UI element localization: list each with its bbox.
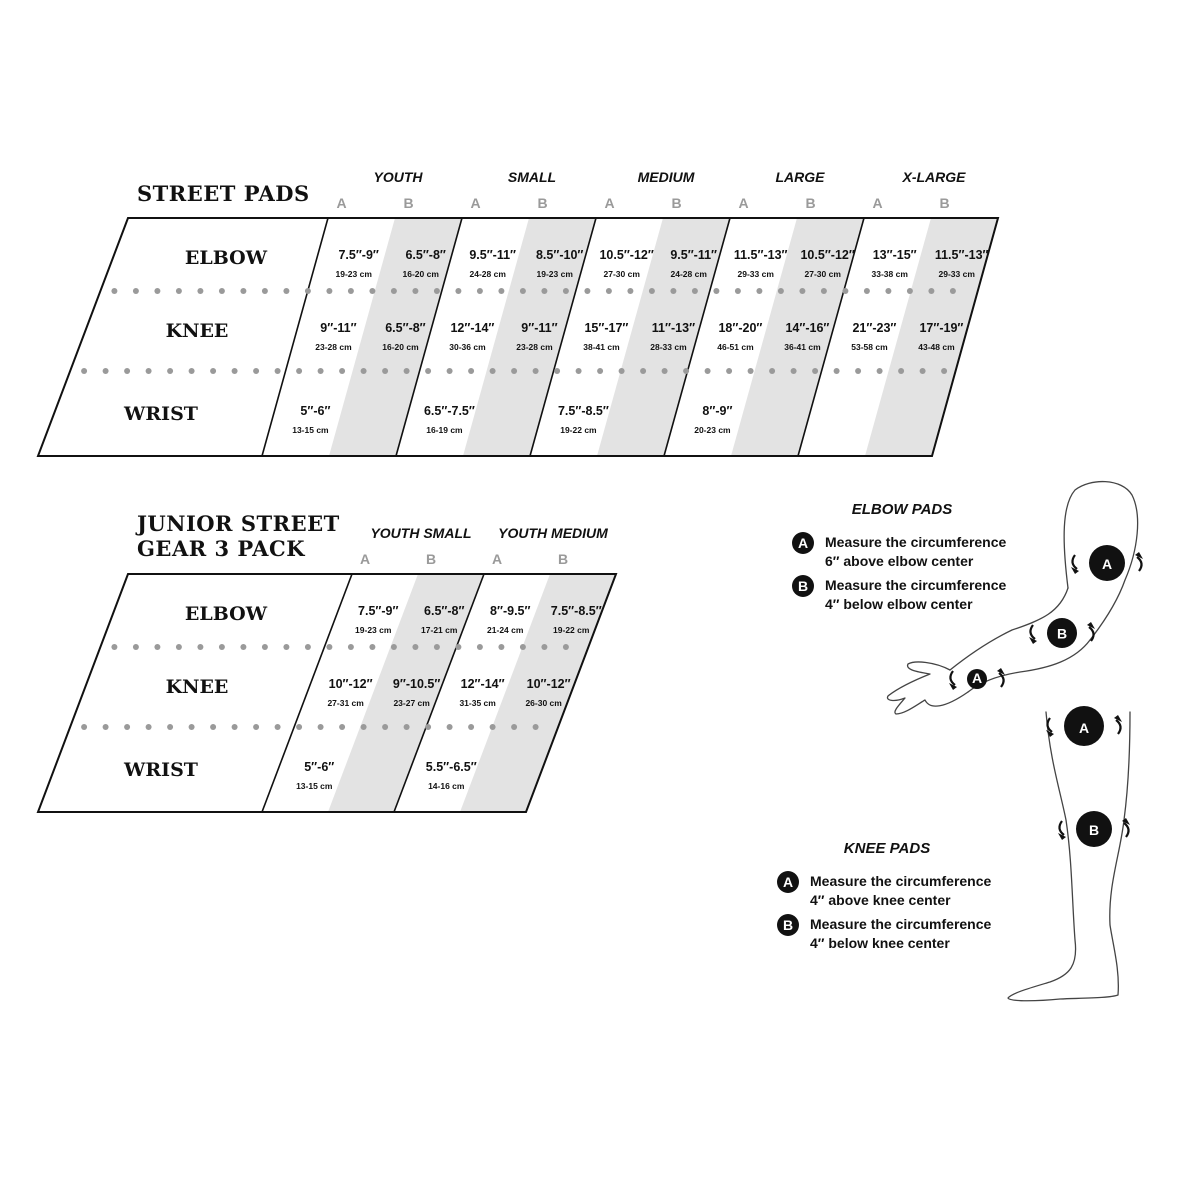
row-separator-dot	[318, 724, 324, 730]
rotate-arrow-icon	[1137, 557, 1142, 571]
row-separator-dot	[219, 644, 225, 650]
guide-line: 4″ below elbow center	[825, 596, 973, 612]
cell-inches: 11.5″-13″	[733, 248, 788, 262]
sub-header-b: B	[671, 195, 682, 211]
row-separator-dot	[326, 288, 332, 294]
cell-cm: 19-22 cm	[560, 425, 597, 435]
cell-cm: 19-23 cm	[335, 269, 372, 279]
row-separator-dot	[842, 288, 848, 294]
cell-cm: 17-21 cm	[421, 625, 458, 635]
cell-inches: 9″-11″	[320, 321, 357, 335]
row-separator-dot	[124, 724, 130, 730]
row-separator-dot	[563, 644, 569, 650]
cell-inches: 13″-15″	[872, 248, 917, 262]
sub-header-b: B	[403, 195, 414, 211]
row-separator-dot	[412, 288, 418, 294]
cell-cm: 33-38 cm	[871, 269, 908, 279]
cell-cm: 29-33 cm	[737, 269, 774, 279]
row-separator-dot	[296, 724, 302, 730]
cell-cm: 38-41 cm	[583, 342, 620, 352]
sub-header-a: A	[738, 195, 749, 211]
cell-inches: 9.5″-11″	[469, 248, 517, 262]
row-label: ELBOW	[184, 247, 268, 269]
row-separator-dot	[81, 368, 87, 374]
elbow-guide	[792, 501, 1007, 612]
row-separator-dot	[296, 368, 302, 374]
sub-header-a: A	[872, 195, 883, 211]
badge-letter: A	[782, 874, 794, 890]
row-separator-dot	[597, 368, 603, 374]
cell-cm: 16-20 cm	[382, 342, 419, 352]
row-separator-dot	[799, 288, 805, 294]
row-separator-dot	[81, 724, 87, 730]
street-pads-table	[38, 169, 998, 456]
row-separator-dot	[154, 288, 160, 294]
row-separator-dot	[305, 288, 311, 294]
row-separator-dot	[434, 288, 440, 294]
row-separator-dot	[649, 288, 655, 294]
row-separator-dot	[262, 288, 268, 294]
row-separator-dot	[111, 644, 117, 650]
cell-cm: 23-28 cm	[315, 342, 352, 352]
cell-inches: 8.5″-10″	[535, 248, 584, 262]
rotate-arrow-icon	[1089, 627, 1094, 641]
cell-cm: 14-16 cm	[428, 781, 465, 791]
cell-cm: 43-48 cm	[918, 342, 955, 352]
row-separator-dot	[425, 368, 431, 374]
row-separator-dot	[705, 368, 711, 374]
size-header: YOUTH MEDIUM	[498, 525, 608, 541]
row-separator-dot	[232, 724, 238, 730]
row-label: KNEE	[165, 676, 229, 698]
cell-inches: 21″-23″	[852, 321, 897, 335]
row-separator-dot	[197, 644, 203, 650]
size-header: YOUTH	[373, 169, 423, 185]
cell-inches: 11″-13″	[651, 321, 696, 335]
elbow-badge-a-icon	[1071, 545, 1143, 581]
cell-inches: 9.5″-11″	[670, 248, 718, 262]
row-separator-dot	[885, 288, 891, 294]
cell-inches: 9″-11″	[521, 321, 558, 335]
row-separator-dot	[253, 368, 259, 374]
size-header: YOUTH SMALL	[370, 525, 472, 541]
cell-cm: 46-51 cm	[717, 342, 754, 352]
row-separator-dot	[275, 724, 281, 730]
row-separator-dot	[361, 368, 367, 374]
cell-inches: 7.5″-9″	[358, 604, 399, 618]
cell-inches: 6.5″-8″	[405, 248, 446, 262]
badge-letter: B	[1056, 625, 1068, 642]
row-separator-dot	[189, 724, 195, 730]
cell-cm: 13-15 cm	[296, 781, 333, 791]
row-separator-dot	[283, 288, 289, 294]
row-separator-dot	[812, 368, 818, 374]
row-separator-dot	[864, 288, 870, 294]
cell-cm: 23-28 cm	[516, 342, 553, 352]
cell-cm: 28-33 cm	[650, 342, 687, 352]
cell-cm: 31-35 cm	[459, 698, 496, 708]
row-separator-dot	[619, 368, 625, 374]
sub-header-b: B	[805, 195, 816, 211]
cell-cm: 27-30 cm	[603, 269, 640, 279]
row-separator-dot	[920, 368, 926, 374]
row-separator-dot	[412, 644, 418, 650]
row-separator-dot	[210, 724, 216, 730]
row-separator-dot	[576, 368, 582, 374]
row-separator-dot	[692, 288, 698, 294]
row-separator-dot	[520, 644, 526, 650]
table-title: GEAR 3 PACK	[137, 536, 305, 561]
row-label: WRIST	[124, 403, 198, 425]
row-separator-dot	[167, 724, 173, 730]
cell-cm: 19-22 cm	[553, 625, 590, 635]
cell-inches: 10″-12″	[526, 677, 571, 691]
cell-inches: 5.5″-6.5″	[425, 760, 477, 774]
row-separator-dot	[447, 368, 453, 374]
size-header: X-LARGE	[902, 169, 966, 185]
row-separator-dot	[855, 368, 861, 374]
cell-inches: 8″-9″	[702, 404, 733, 418]
guide-line: 6″ above elbow center	[825, 553, 974, 569]
cell-inches: 7.5″-9″	[338, 248, 379, 262]
cell-inches: 18″-20″	[718, 321, 763, 335]
size-header: SMALL	[507, 169, 557, 185]
size-header: LARGE	[775, 169, 825, 185]
row-separator-dot	[541, 644, 547, 650]
row-separator-dot	[520, 288, 526, 294]
sub-header-b: B	[939, 195, 950, 211]
cell-inches: 10″-12″	[328, 677, 373, 691]
row-separator-dot	[498, 288, 504, 294]
row-separator-dot	[176, 644, 182, 650]
rotate-arrow-icon	[1030, 625, 1035, 639]
row-separator-dot	[404, 724, 410, 730]
row-separator-dot	[490, 724, 496, 730]
cell-cm: 21-24 cm	[487, 625, 524, 635]
row-separator-dot	[563, 288, 569, 294]
row-separator-dot	[670, 288, 676, 294]
badge-letter: A	[797, 535, 809, 551]
row-separator-dot	[382, 724, 388, 730]
row-separator-dot	[361, 724, 367, 730]
elbow-badge-b-icon	[1029, 618, 1095, 648]
row-separator-dot	[950, 288, 956, 294]
wrist-badge-a-icon	[949, 668, 1005, 690]
row-separator-dot	[103, 368, 109, 374]
row-separator-dot	[154, 644, 160, 650]
cell-cm: 16-19 cm	[426, 425, 463, 435]
row-separator-dot	[339, 724, 345, 730]
column-divider	[262, 218, 331, 456]
row-separator-dot	[391, 288, 397, 294]
table-title: STREET PADS	[137, 181, 310, 206]
row-separator-dot	[477, 644, 483, 650]
row-separator-dot	[425, 724, 431, 730]
row-separator-dot	[111, 288, 117, 294]
cell-inches: 6.5″-8″	[385, 321, 426, 335]
cell-cm: 30-36 cm	[449, 342, 486, 352]
row-separator-dot	[748, 368, 754, 374]
cell-inches: 11.5″-13″	[934, 248, 989, 262]
knee-guide	[777, 840, 992, 951]
row-separator-dot	[240, 288, 246, 294]
badge-letter: B	[1088, 822, 1100, 839]
cell-inches: 14″-16″	[785, 321, 830, 335]
row-separator-dot	[146, 724, 152, 730]
row-separator-dot	[167, 368, 173, 374]
row-separator-dot	[262, 644, 268, 650]
row-separator-dot	[726, 368, 732, 374]
row-separator-dot	[455, 644, 461, 650]
row-separator-dot	[834, 368, 840, 374]
row-label: WRIST	[124, 759, 198, 781]
row-separator-dot	[369, 644, 375, 650]
row-separator-dot	[498, 644, 504, 650]
column-divider	[262, 574, 352, 812]
row-separator-dot	[735, 288, 741, 294]
row-separator-dot	[928, 288, 934, 294]
row-separator-dot	[369, 288, 375, 294]
cell-cm: 26-30 cm	[525, 698, 562, 708]
row-separator-dot	[541, 288, 547, 294]
rotate-arrow-icon	[1072, 555, 1077, 569]
cell-cm: 13-15 cm	[292, 425, 329, 435]
guide-line: Measure the circumference	[825, 534, 1007, 550]
cell-inches: 12″-14″	[450, 321, 495, 335]
row-separator-dot	[318, 368, 324, 374]
row-separator-dot	[176, 288, 182, 294]
sub-header-b: B	[425, 551, 437, 567]
row-separator-dot	[554, 368, 560, 374]
row-separator-dot	[662, 368, 668, 374]
row-separator-dot	[511, 724, 517, 730]
table-title: JUNIOR STREET	[137, 511, 340, 536]
row-separator-dot	[253, 724, 259, 730]
row-separator-dot	[275, 368, 281, 374]
cell-inches: 5″-6″	[304, 760, 335, 774]
cell-inches: 17″-19″	[919, 321, 964, 335]
row-separator-dot	[103, 724, 109, 730]
row-separator-dot	[769, 368, 775, 374]
rotate-arrow-icon	[1124, 823, 1129, 837]
cell-cm: 24-28 cm	[670, 269, 707, 279]
row-separator-dot	[713, 288, 719, 294]
knee-badge-a-icon	[1046, 706, 1122, 746]
guide-line: 4″ above knee center	[810, 892, 951, 908]
row-separator-dot	[348, 644, 354, 650]
row-separator-dot	[197, 288, 203, 294]
guide-line: 4″ below knee center	[810, 935, 950, 951]
cell-cm: 16-20 cm	[402, 269, 439, 279]
leg-illustration	[1008, 712, 1130, 1001]
cell-inches: 6.5″-8″	[424, 604, 465, 618]
junior-gear-table	[38, 511, 616, 812]
row-separator-dot	[898, 368, 904, 374]
rotate-arrow-icon	[1059, 821, 1064, 835]
cell-inches: 8″-9.5″	[490, 604, 531, 618]
sub-header-a: A	[470, 195, 481, 211]
row-separator-dot	[133, 288, 139, 294]
cell-inches: 5″-6″	[300, 404, 331, 418]
row-separator-dot	[348, 288, 354, 294]
cell-cm: 19-23 cm	[536, 269, 573, 279]
row-separator-dot	[240, 644, 246, 650]
rotate-arrow-icon	[1116, 720, 1121, 734]
rotate-arrow-icon	[950, 671, 955, 685]
badge-letter: B	[782, 917, 794, 933]
cell-inches: 9″-10.5″	[392, 677, 441, 691]
row-separator-dot	[326, 644, 332, 650]
row-separator-dot	[941, 368, 947, 374]
guide-heading: ELBOW PADS	[851, 501, 953, 518]
row-separator-dot	[468, 368, 474, 374]
row-separator-dot	[468, 724, 474, 730]
row-separator-dot	[339, 368, 345, 374]
cell-cm: 27-30 cm	[804, 269, 841, 279]
row-separator-dot	[210, 368, 216, 374]
sub-header-b: B	[537, 195, 548, 211]
row-separator-dot	[455, 288, 461, 294]
badge-letter: A	[1078, 719, 1090, 736]
row-separator-dot	[791, 368, 797, 374]
cell-inches: 7.5″-8.5″	[557, 404, 609, 418]
row-separator-dot	[477, 288, 483, 294]
row-label: KNEE	[165, 320, 229, 342]
row-separator-dot	[382, 368, 388, 374]
sub-header-a: A	[491, 551, 503, 567]
row-separator-dot	[283, 644, 289, 650]
row-separator-dot	[124, 368, 130, 374]
row-separator-dot	[683, 368, 689, 374]
size-header: MEDIUM	[637, 169, 695, 185]
row-separator-dot	[533, 724, 539, 730]
cell-inches: 7.5″-8.5″	[550, 604, 602, 618]
row-separator-dot	[606, 288, 612, 294]
cell-inches: 6.5″-7.5″	[423, 404, 475, 418]
row-separator-dot	[391, 644, 397, 650]
sub-header-b: B	[557, 551, 569, 567]
row-separator-dot	[232, 368, 238, 374]
cell-cm: 53-58 cm	[851, 342, 888, 352]
row-separator-dot	[133, 644, 139, 650]
guide-line: Measure the circumference	[810, 916, 992, 932]
forearm-bottom-outline	[968, 640, 1090, 692]
row-label: ELBOW	[184, 603, 268, 625]
cell-cm: 27-31 cm	[327, 698, 364, 708]
cell-inches: 10.5″-12″	[599, 248, 654, 262]
row-separator-dot	[756, 288, 762, 294]
sub-header-a: A	[359, 551, 371, 567]
row-separator-dot	[219, 288, 225, 294]
row-separator-dot	[305, 644, 311, 650]
row-separator-dot	[907, 288, 913, 294]
sub-header-a: A	[604, 195, 615, 211]
cell-cm: 19-23 cm	[355, 625, 392, 635]
cell-cm: 20-23 cm	[694, 425, 731, 435]
badge-letter: B	[797, 578, 809, 594]
row-separator-dot	[877, 368, 883, 374]
cell-cm: 23-27 cm	[393, 698, 430, 708]
row-separator-dot	[146, 368, 152, 374]
cell-inches: 15″-17″	[584, 321, 629, 335]
cell-cm: 29-33 cm	[938, 269, 975, 279]
row-separator-dot	[434, 644, 440, 650]
row-separator-dot	[627, 288, 633, 294]
row-separator-dot	[490, 368, 496, 374]
cell-cm: 24-28 cm	[469, 269, 506, 279]
row-separator-dot	[778, 288, 784, 294]
row-separator-dot	[640, 368, 646, 374]
row-separator-dot	[404, 368, 410, 374]
cell-inches: 10.5″-12″	[800, 248, 855, 262]
cell-cm: 36-41 cm	[784, 342, 821, 352]
badge-letter: A	[971, 669, 983, 686]
leg-outline	[1008, 712, 1130, 1001]
badge-letter: A	[1101, 556, 1113, 573]
row-separator-dot	[821, 288, 827, 294]
guide-line: Measure the circumference	[810, 873, 992, 889]
row-separator-dot	[533, 368, 539, 374]
row-separator-dot	[511, 368, 517, 374]
row-separator-dot	[447, 724, 453, 730]
guide-heading: KNEE PADS	[843, 840, 931, 857]
cell-inches: 12″-14″	[460, 677, 505, 691]
row-separator-dot	[189, 368, 195, 374]
hand-outline	[887, 662, 968, 714]
row-separator-dot	[584, 288, 590, 294]
sub-header-a: A	[336, 195, 347, 211]
guide-line: Measure the circumference	[825, 577, 1007, 593]
